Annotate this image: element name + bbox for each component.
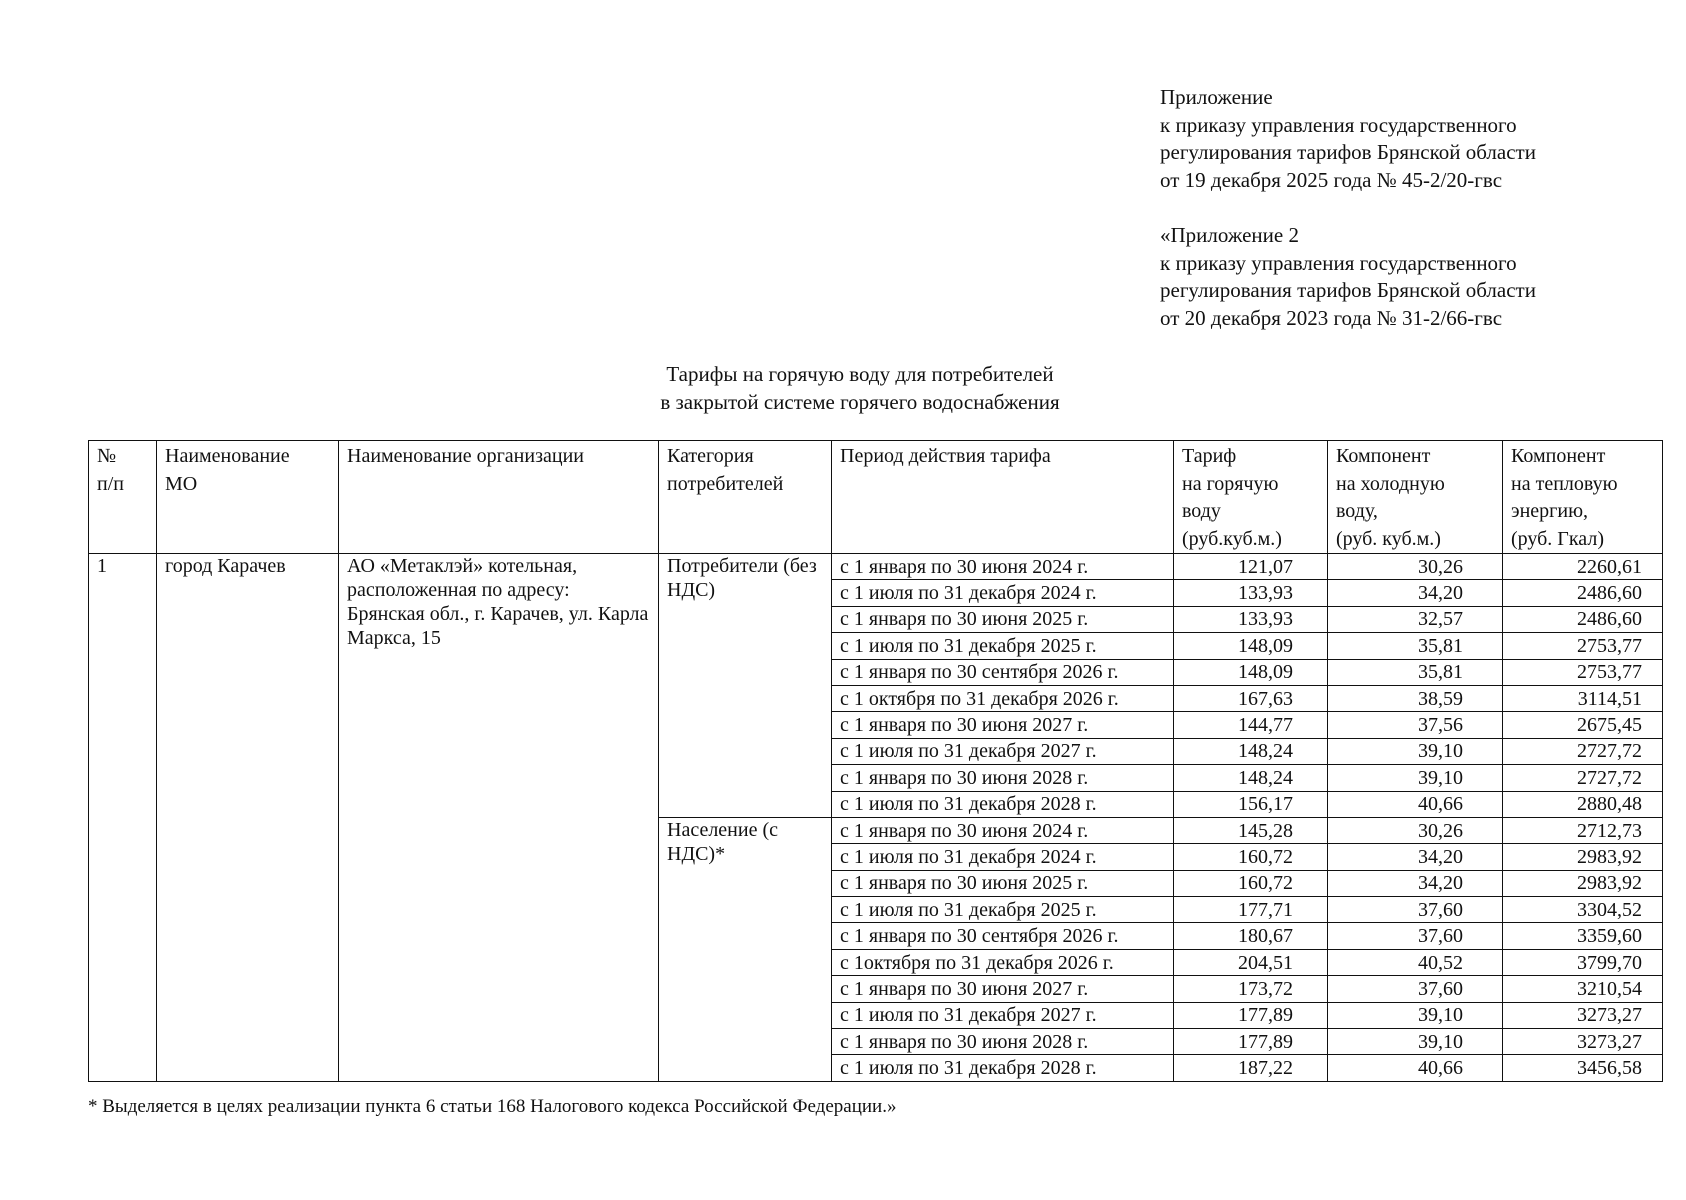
hot-water-tariff: 148,09 xyxy=(1174,659,1328,685)
hot-water-tariff: 148,09 xyxy=(1174,633,1328,659)
tariff-period: с 1 июля по 31 декабря 2028 г. xyxy=(832,1055,1174,1081)
cold-water-component: 37,56 xyxy=(1328,712,1503,738)
hot-water-tariff: 204,51 xyxy=(1174,949,1328,975)
heat-energy-component: 3114,51 xyxy=(1503,685,1663,711)
document-title xyxy=(0,360,1686,416)
hot-water-tariff: 121,07 xyxy=(1174,554,1328,580)
heat-energy-component: 2983,92 xyxy=(1503,844,1663,870)
heat-energy-component: 2727,72 xyxy=(1503,765,1663,791)
heat-energy-component: 3799,70 xyxy=(1503,949,1663,975)
header-tariff: Тариф на горячую воду (руб.куб.м.) xyxy=(1174,441,1328,554)
appendix2-line: «Приложение 2 xyxy=(1160,223,1299,247)
tariff-period: с 1 июля по 31 декабря 2027 г. xyxy=(832,738,1174,764)
cold-water-component: 34,20 xyxy=(1328,870,1503,896)
cold-water-component: 37,60 xyxy=(1328,923,1503,949)
cold-water-component: 40,66 xyxy=(1328,791,1503,817)
cold-water-component: 39,10 xyxy=(1328,765,1503,791)
title-line-2: в закрытой системе горячего водоснабжения xyxy=(660,390,1060,414)
cold-water-component: 37,60 xyxy=(1328,897,1503,923)
tariff-period: с 1 июля по 31 декабря 2027 г. xyxy=(832,1002,1174,1028)
appendix2-line: к приказу управления государственного xyxy=(1160,250,1517,275)
appendix-line: к приказу управления государственного xyxy=(1160,112,1517,137)
tariff-period: с 1 января по 30 сентября 2026 г. xyxy=(832,659,1174,685)
appendix2-line: от 20 декабря 2023 года № 31-2/66-гвс xyxy=(1160,305,1503,330)
hot-water-tariff: 144,77 xyxy=(1174,712,1328,738)
hot-water-tariff: 160,72 xyxy=(1174,870,1328,896)
heat-energy-component: 3273,27 xyxy=(1503,1002,1663,1028)
cold-water-component: 40,52 xyxy=(1328,949,1503,975)
header-organization: Наименование организации xyxy=(339,441,659,554)
tariff-period: с 1 января по 30 июня 2027 г. xyxy=(832,712,1174,738)
heat-energy-component: 2260,61 xyxy=(1503,554,1663,580)
tariff-period: с 1октября по 31 декабря 2026 г. xyxy=(832,949,1174,975)
heat-energy-component: 2753,77 xyxy=(1503,633,1663,659)
tariff-period: с 1 июля по 31 декабря 2024 г. xyxy=(832,580,1174,606)
appendix-line: от 19 декабря 2025 года № 45-2/20-гвс xyxy=(1160,167,1503,192)
heat-energy-component: 2983,92 xyxy=(1503,870,1663,896)
tariffs-table xyxy=(88,440,1663,1082)
hot-water-tariff: 148,24 xyxy=(1174,765,1328,791)
tariff-period: с 1 января по 30 июня 2025 г. xyxy=(832,606,1174,632)
hot-water-tariff: 177,89 xyxy=(1174,1002,1328,1028)
row-number: 1 xyxy=(89,554,157,1082)
tariff-period: с 1 января по 30 июня 2027 г. xyxy=(832,976,1174,1002)
appendix-line: регулирования тарифов Брянской области xyxy=(1160,140,1536,164)
cold-water-component: 38,59 xyxy=(1328,685,1503,711)
mo-name: город Карачев xyxy=(157,554,339,1082)
hot-water-tariff: 145,28 xyxy=(1174,817,1328,843)
heat-energy-component: 2880,48 xyxy=(1503,791,1663,817)
cold-water-component: 34,20 xyxy=(1328,844,1503,870)
hot-water-tariff: 160,72 xyxy=(1174,844,1328,870)
tariff-period: с 1 июля по 31 декабря 2025 г. xyxy=(832,633,1174,659)
header-period: Период действия тарифа xyxy=(832,441,1174,554)
hot-water-tariff: 133,93 xyxy=(1174,606,1328,632)
table-header-row xyxy=(89,441,1663,554)
hot-water-tariff: 177,71 xyxy=(1174,897,1328,923)
footnote: * Выделяется в целях реализации пункта 6 статьи 168 Налогового кодекса Российской Федерации.» xyxy=(88,1096,897,1117)
tariff-period: с 1 января по 30 сентября 2026 г. xyxy=(832,923,1174,949)
hot-water-tariff: 187,22 xyxy=(1174,1055,1328,1081)
hot-water-tariff: 167,63 xyxy=(1174,685,1328,711)
consumer-category: Потребители (без НДС) xyxy=(659,554,832,818)
organization-name: АО «Метаклэй» котельная, расположенная по адресу: Брянская обл., г. Карачев, ул. Карла Маркса, 15 xyxy=(339,554,659,1082)
table-body xyxy=(89,554,1663,1082)
tariff-period: с 1 июля по 31 декабря 2028 г. xyxy=(832,791,1174,817)
heat-energy-component: 2486,60 xyxy=(1503,606,1663,632)
heat-energy-component: 3359,60 xyxy=(1503,923,1663,949)
hot-water-tariff: 133,93 xyxy=(1174,580,1328,606)
tariff-period: с 1 января по 30 июня 2024 г. xyxy=(832,554,1174,580)
tariff-period: с 1 октября по 31 декабря 2026 г. xyxy=(832,685,1174,711)
header-heat-component: Компонент на тепловую энергию, (руб. Гкал) xyxy=(1503,441,1663,554)
header-number: № п/п xyxy=(89,441,157,554)
cold-water-component: 37,60 xyxy=(1328,976,1503,1002)
spacer xyxy=(1160,194,1536,222)
heat-energy-component: 2753,77 xyxy=(1503,659,1663,685)
cold-water-component: 39,10 xyxy=(1328,738,1503,764)
heat-energy-component: 2727,72 xyxy=(1503,738,1663,764)
heat-energy-component: 3304,52 xyxy=(1503,897,1663,923)
hot-water-tariff: 173,72 xyxy=(1174,976,1328,1002)
cold-water-component: 35,81 xyxy=(1328,633,1503,659)
cold-water-component: 40,66 xyxy=(1328,1055,1503,1081)
tariff-period: с 1 января по 30 июня 2028 г. xyxy=(832,765,1174,791)
hot-water-tariff: 180,67 xyxy=(1174,923,1328,949)
heat-energy-component: 3456,58 xyxy=(1503,1055,1663,1081)
cold-water-component: 30,26 xyxy=(1328,554,1503,580)
cold-water-component: 30,26 xyxy=(1328,817,1503,843)
table-row xyxy=(89,554,1663,580)
cold-water-component: 35,81 xyxy=(1328,659,1503,685)
appendix-header xyxy=(1160,84,1536,332)
heat-energy-component: 2675,45 xyxy=(1503,712,1663,738)
consumer-category: Население (с НДС)* xyxy=(659,817,832,1081)
cold-water-component: 39,10 xyxy=(1328,1002,1503,1028)
heat-energy-component: 3210,54 xyxy=(1503,976,1663,1002)
tariff-period: с 1 июля по 31 декабря 2025 г. xyxy=(832,897,1174,923)
heat-energy-component: 2486,60 xyxy=(1503,580,1663,606)
appendix-line: Приложение xyxy=(1160,85,1273,109)
tariff-period: с 1 января по 30 июня 2025 г. xyxy=(832,870,1174,896)
heat-energy-component: 3273,27 xyxy=(1503,1029,1663,1055)
hot-water-tariff: 156,17 xyxy=(1174,791,1328,817)
header-mo: Наименование МО xyxy=(157,441,339,554)
heat-energy-component: 2712,73 xyxy=(1503,817,1663,843)
tariff-period: с 1 июля по 31 декабря 2024 г. xyxy=(832,844,1174,870)
appendix2-line: регулирования тарифов Брянской области xyxy=(1160,278,1536,302)
cold-water-component: 32,57 xyxy=(1328,606,1503,632)
header-category: Категория потребителей xyxy=(659,441,832,554)
tariff-period: с 1 января по 30 июня 2028 г. xyxy=(832,1029,1174,1055)
hot-water-tariff: 148,24 xyxy=(1174,738,1328,764)
cold-water-component: 39,10 xyxy=(1328,1029,1503,1055)
title-line-1: Тарифы на горячую воду для потребителей xyxy=(666,362,1054,386)
header-cold-component: Компонент на холодную воду, (руб. куб.м.) xyxy=(1328,441,1503,554)
cold-water-component: 34,20 xyxy=(1328,580,1503,606)
tariff-period: с 1 января по 30 июня 2024 г. xyxy=(832,817,1174,843)
hot-water-tariff: 177,89 xyxy=(1174,1029,1328,1055)
